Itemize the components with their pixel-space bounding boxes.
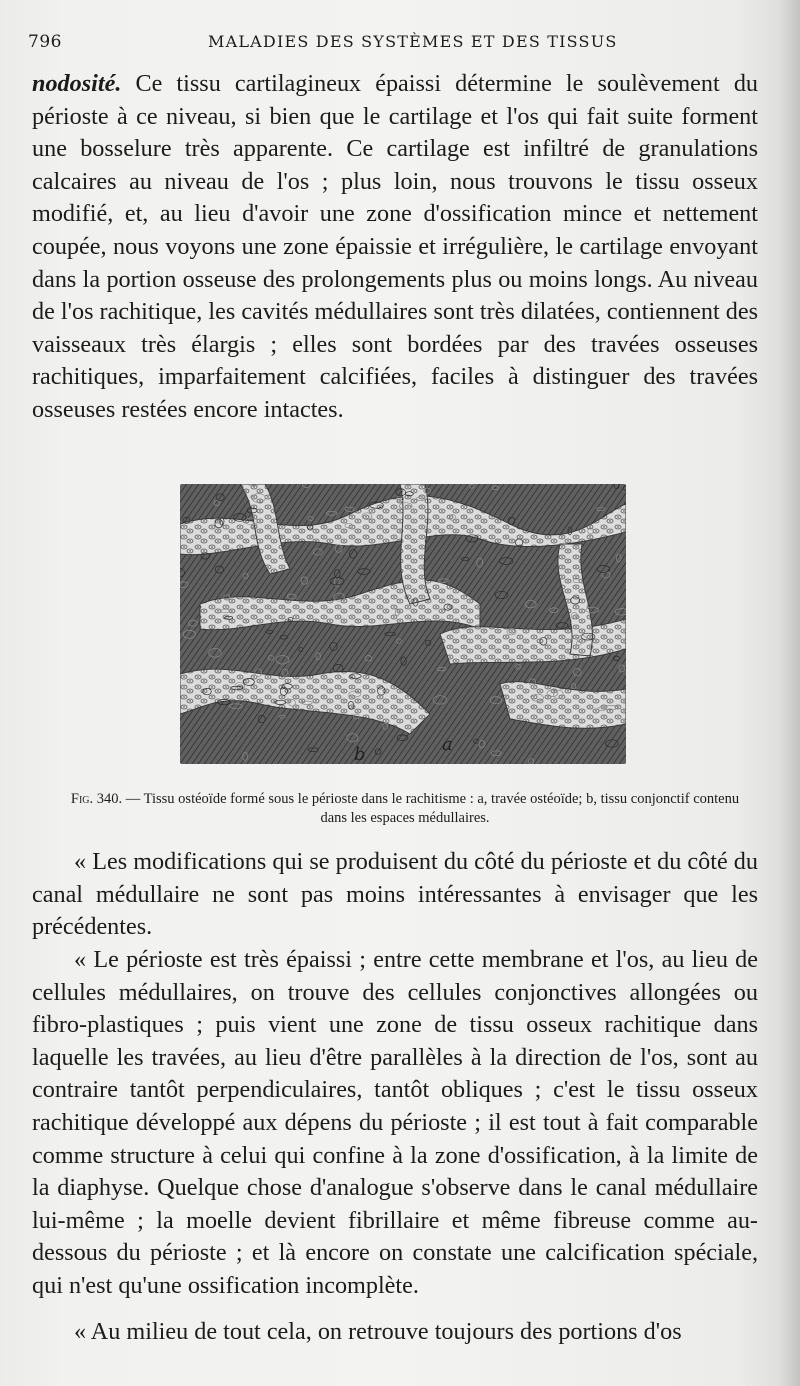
figure-label-b: b [354, 744, 366, 764]
paragraph-3: « Le périoste est très épaissi ; entre cette membrane et l'os, au lieu de cellules médullaires, on trouve des cellules conjonctives allongées ou fibro-plastiques ; puis vient une zone de tissu osseux rachitique dans laquelle les travées, au lieu d'être parallèles à la direction de l'os, sont au contraire tantôt perpendiculaires, tantôt obliques ; c'est le tissu osseux rachitique développé aux dépens du périoste ; il est tout à fait comparable comme structure à celui qui confine à la zone d'ossification, à la limite de la diaphyse. Quelque chose d'analogue s'observe dans le canal médullaire lui-même ; la moelle devient fibrillaire et même fibreuse comme au-dessous du périoste ; et là encore on constate une calcification spéciale, qui n'est qu'une ossification incomplète. [32, 946, 758, 1299]
paragraph-1 [32, 68, 758, 427]
figure-number: Fig. 340. [70, 791, 123, 807]
histology-engraving [180, 484, 626, 764]
page-edge-shadow [778, 0, 800, 1386]
page-number: 796 [28, 32, 62, 52]
histology-figure [180, 484, 626, 764]
figure-caption-text: — Tissu ostéoïde formé sous le périoste dans le rachitisme : a, travée ostéoïde; b, tissu conjonctif contenu dans les espaces médullaires. [125, 791, 740, 826]
figure-label-a: a [442, 734, 453, 755]
paragraph-4: « Au milieu de tout cela, on retrouve toujours des portions d'os [74, 1318, 682, 1345]
osteoid-trabecula [400, 484, 430, 604]
paragraph-1-lead-word: nodosité. [32, 70, 122, 97]
paragraph-2: « Les modifications qui se produisent du côté du périoste et du côté du canal médullaire ne sont pas moins intéressantes à envisager que les précédentes. [32, 848, 758, 941]
running-head: MALADIES DES SYSTÈMES ET DES TISSUS [208, 32, 618, 51]
paragraph-1-text: Ce tissu cartilagineux épaissi détermine le soulèvement du périoste à ce niveau, si bien que le cartilage et l'os qui fait suite forment une bosselure très apparente. Ce cartilage est infiltré de granulations calcaires au niveau de l'os ; plus loin, nous trouvons le tissu osseux modifié, et, au lieu d'avoir une zone d'ossification mince et nettement coupée, nous voyons une zone épaissie et irrégulière, le cartilage envoyant dans la portion osseuse des prolongements plus ou moins longs. Au niveau de l'os rachitique, les cavités médullaires sont très dilatées, contiennent des vaisseaux très élargis ; elles sont bordées par des travées osseuses rachitiques, imparfaitement calcifiées, faciles à distinguer des travées osseuses restées encore intactes. [32, 70, 759, 423]
page-header [28, 28, 780, 58]
figure-caption [60, 790, 750, 828]
